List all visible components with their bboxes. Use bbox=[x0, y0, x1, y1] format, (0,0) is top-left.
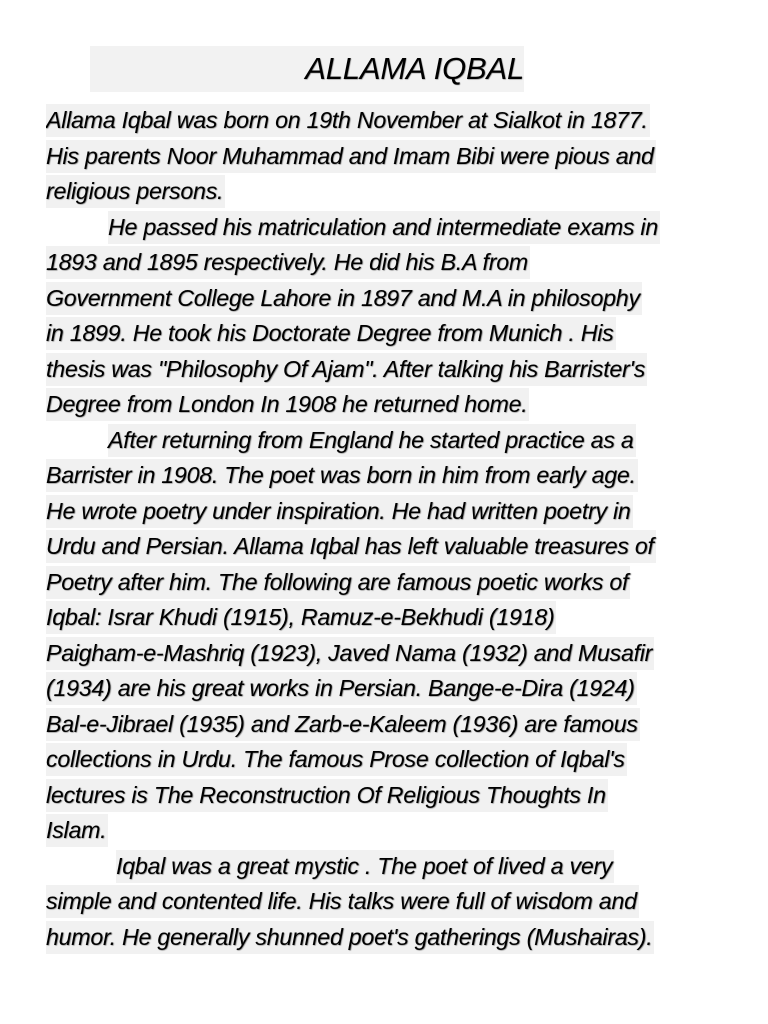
text-line-content: After returning from England he started practice as a bbox=[108, 424, 636, 457]
text-line-content: Degree from London In 1908 he returned home. bbox=[46, 388, 529, 421]
text-line bbox=[46, 850, 736, 886]
text-line-content: Barrister in 1908. The poet was born in him from early age. bbox=[46, 459, 638, 492]
text-line-content: Government College Lahore in 1897 and M.A in philosophy bbox=[46, 282, 642, 315]
text-line bbox=[46, 637, 736, 673]
text-line-content: Islam. bbox=[46, 814, 108, 847]
text-line bbox=[46, 104, 736, 140]
text-line-content: He passed his matriculation and intermediate exams in bbox=[108, 211, 660, 244]
document-title: ALLAMA IQBAL bbox=[305, 51, 524, 86]
text-line-content: Bal-e-Jibrael (1935) and Zarb-e-Kaleem (1936) are famous bbox=[46, 708, 640, 741]
text-line-content: lectures is The Reconstruction Of Religious Thoughts In bbox=[46, 779, 608, 812]
document-body bbox=[46, 104, 736, 956]
text-line-content: simple and contented life. His talks were full of wisdom and bbox=[46, 885, 639, 918]
text-line bbox=[46, 246, 736, 282]
text-line-content: in 1899. He took his Doctorate Degree from Munich . His bbox=[46, 317, 616, 350]
text-line bbox=[46, 601, 736, 637]
text-line bbox=[46, 495, 736, 531]
text-line bbox=[46, 317, 736, 353]
text-line bbox=[46, 424, 736, 460]
text-line bbox=[46, 566, 736, 602]
text-line-content: He wrote poetry under inspiration. He had written poetry in bbox=[46, 495, 633, 528]
text-line bbox=[46, 353, 736, 389]
text-line bbox=[46, 814, 736, 850]
text-line-content: humor. He generally shunned poet's gatherings (Mushairas). bbox=[46, 921, 654, 954]
text-line bbox=[46, 530, 736, 566]
text-line-content: Paigham-e-Mashriq (1923), Javed Nama (1932) and Musafir bbox=[46, 637, 654, 670]
text-line bbox=[46, 921, 736, 957]
text-line-content: Iqbal was a great mystic . The poet of lived a very bbox=[116, 850, 614, 883]
text-line bbox=[46, 743, 736, 779]
text-line bbox=[46, 459, 736, 495]
text-line bbox=[46, 779, 736, 815]
text-line-content: Iqbal: Israr Khudi (1915), Ramuz-e-Bekhudi (1918) bbox=[46, 601, 556, 634]
text-line bbox=[46, 211, 736, 247]
text-line bbox=[46, 140, 736, 176]
text-line-content: Poetry after him. The following are famous poetic works of bbox=[46, 566, 630, 599]
text-line bbox=[46, 885, 736, 921]
text-line-content: Allama Iqbal was born on 19th November at Sialkot in 1877. bbox=[46, 104, 650, 137]
text-line-content: (1934) are his great works in Persian. Bange-e-Dira (1924) bbox=[46, 672, 637, 705]
text-line bbox=[46, 282, 736, 318]
text-line-content: 1893 and 1895 respectively. He did his B.A from bbox=[46, 246, 530, 279]
text-line-content: religious persons. bbox=[46, 175, 225, 208]
text-line-content: thesis was "Philosophy Of Ajam". After talking his Barrister's bbox=[46, 353, 647, 386]
text-line bbox=[46, 175, 736, 211]
text-line-content: His parents Noor Muhammad and Imam Bibi were pious and bbox=[46, 140, 656, 173]
text-line bbox=[46, 708, 736, 744]
text-line-content: collections in Urdu. The famous Prose collection of Iqbal's bbox=[46, 743, 627, 776]
text-line bbox=[46, 388, 736, 424]
text-line bbox=[46, 672, 736, 708]
text-line-content: Urdu and Persian. Allama Iqbal has left valuable treasures of bbox=[46, 530, 656, 563]
